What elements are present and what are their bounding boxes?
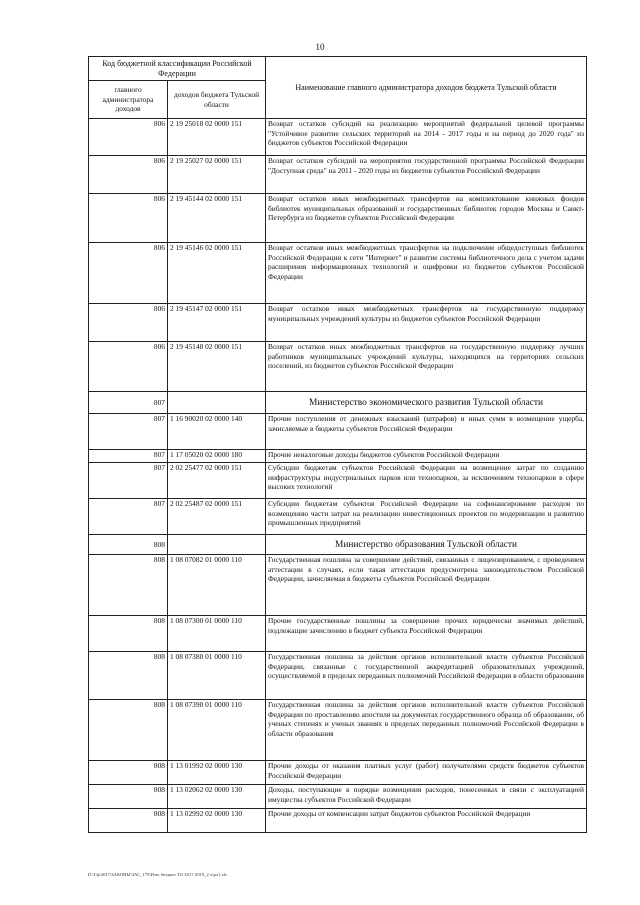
revenue-code-cell: 1 13 01992 02 0000 130 bbox=[168, 761, 266, 785]
revenue-name-cell: Возврат остатков субсидий на реализацию мероприятий федеральной целевой программы "Устойчивое развитие сельских территорий на 2014 - 2017 годы и на период до 2020 года" из бюджетов субъектов Российской Федерации bbox=[266, 119, 587, 156]
admin-code-cell: 806 bbox=[89, 156, 168, 194]
table-row bbox=[89, 555, 587, 616]
admin-code-cell: 806 bbox=[89, 243, 168, 304]
revenue-code-cell: 2 19 25018 02 0000 151 bbox=[168, 119, 266, 156]
revenue-code-cell: 2 02 25487 02 0000 151 bbox=[168, 499, 266, 535]
table-row bbox=[89, 761, 587, 785]
budget-classification-table bbox=[88, 56, 587, 833]
admin-code-cell: 808 bbox=[89, 761, 168, 785]
table-row bbox=[89, 652, 587, 700]
table-row bbox=[89, 499, 587, 535]
revenue-name-cell: Возврат остатков иных межбюджетных трансфертов на комплектование книжных фондов библиотек муниципальных образований и государственных библиотек городов Москвы и Санкт-Петербурга из бюджетов субъектов Российской Федерации bbox=[266, 194, 587, 243]
table-row bbox=[89, 342, 587, 392]
admin-code-cell: 807 bbox=[89, 414, 168, 450]
revenue-code-cell: 1 13 02992 02 0000 130 bbox=[168, 809, 266, 833]
admin-code-cell: 808 bbox=[89, 535, 168, 555]
admin-code-cell: 808 bbox=[89, 652, 168, 700]
revenue-code-cell: 1 13 02062 02 0000 130 bbox=[168, 785, 266, 809]
admin-code-cell: 808 bbox=[89, 809, 168, 833]
revenue-name-cell: Прочие неналоговые доходы бюджетов субъектов Российской Федерации bbox=[266, 450, 587, 463]
admin-code-cell: 808 bbox=[89, 785, 168, 809]
table-row bbox=[89, 616, 587, 652]
admin-code-cell: 808 bbox=[89, 616, 168, 652]
header-admin-column: главного администратора доходов bbox=[89, 81, 168, 119]
section-title: Министерство экономического развития Тульской области bbox=[266, 392, 587, 414]
revenue-code-cell: 2 19 45147 02 0000 151 bbox=[168, 304, 266, 342]
revenue-code-cell: 2 19 25027 02 0000 151 bbox=[168, 156, 266, 194]
admin-code-cell: 808 bbox=[89, 700, 168, 761]
admin-code-cell: 806 bbox=[89, 304, 168, 342]
revenue-code-cell bbox=[168, 535, 266, 555]
section-row bbox=[89, 392, 587, 414]
admin-code-cell: 807 bbox=[89, 450, 168, 463]
admin-code-cell: 808 bbox=[89, 555, 168, 616]
revenue-name-cell: Прочие доходы от компенсации затрат бюджетов субъектов Российской Федерации bbox=[266, 809, 587, 833]
table-row bbox=[89, 809, 587, 833]
table-row bbox=[89, 243, 587, 304]
header-revenue-column: доходов бюджета Тульской области bbox=[168, 81, 266, 119]
table-body bbox=[89, 57, 587, 833]
header-row-top bbox=[89, 57, 587, 81]
revenue-name-cell: Государственная пошлина за совершение действий, связанных с лицензированием, с проведением аттестации в случаях, если такая аттестация предусмотрена законодательством Российской Федерации, зачисляемая в бюджеты субъектов Российской Федерации bbox=[266, 555, 587, 616]
admin-code-cell: 807 bbox=[89, 392, 168, 414]
table-row bbox=[89, 463, 587, 499]
table-row bbox=[89, 700, 587, 761]
revenue-code-cell: 1 08 07390 01 0000 110 bbox=[168, 700, 266, 761]
revenue-code-cell: 1 16 90020 02 0000 140 bbox=[168, 414, 266, 450]
revenue-code-cell: 1 08 07082 01 0000 110 bbox=[168, 555, 266, 616]
revenue-name-cell: Прочие доходы от оказания платных услуг (работ) получателями средств бюджетов субъектов Российской Федерации bbox=[266, 761, 587, 785]
revenue-code-cell: 2 19 45146 02 0000 151 bbox=[168, 243, 266, 304]
admin-code-cell: 807 bbox=[89, 463, 168, 499]
page-number: 10 bbox=[315, 42, 325, 52]
revenue-name-cell: Государственная пошлина за действия органов исполнительной власти субъектов Российской Федерации, связанные с государственной аккредитацией образовательных учреждений, осуществляемой в пределах переданных полномочий Российской Федерации в области образования bbox=[266, 652, 587, 700]
admin-code-cell: 806 bbox=[89, 119, 168, 156]
table-row bbox=[89, 414, 587, 450]
revenue-code-cell: 1 08 07300 01 0000 110 bbox=[168, 616, 266, 652]
revenue-name-cell: Возврат остатков иных межбюджетных трансфертов на подключение общедоступных библиотек Российской Федерации к сети "Интернет" и развитие системы библиотечного дела с учетом задачи расширения информационных технологий и оцифровки из бюджетов субъектов Российской Федерации bbox=[266, 243, 587, 304]
section-row bbox=[89, 535, 587, 555]
section-title: Министерство образования Тульской области bbox=[266, 535, 587, 555]
footer-file-path: D:\Гф\2017\ЗАКОНЫ\ЗАС_179\Изм. бюджет ТО 2017-2019_2 ч\рл1.xls bbox=[88, 872, 227, 877]
table-row bbox=[89, 156, 587, 194]
table-row bbox=[89, 450, 587, 463]
revenue-code-cell: 1 08 07380 01 0000 110 bbox=[168, 652, 266, 700]
admin-code-cell: 806 bbox=[89, 342, 168, 392]
revenue-name-cell: Прочие государственные пошлины за совершение прочих юридически значимых действий, подлежащие зачислению в бюджет субъекта Российской Федерации bbox=[266, 616, 587, 652]
header-name-column: Наименование главного администратора доходов бюджета Тульской области bbox=[266, 57, 587, 119]
revenue-code-cell: 1 17 05020 02 0000 180 bbox=[168, 450, 266, 463]
revenue-code-cell bbox=[168, 392, 266, 414]
table-row bbox=[89, 785, 587, 809]
revenue-name-cell: Возврат остатков субсидий на мероприятия государственной программы Российской Федерации "Доступная среда" на 2011 - 2020 годы из бюджетов субъектов Российской Федерации bbox=[266, 156, 587, 194]
admin-code-cell: 806 bbox=[89, 194, 168, 243]
revenue-name-cell: Возврат остатков иных межбюджетных трансфертов на государственную поддержку лучших работников муниципальных учреждений культуры, находящихся на территориях сельских поселений, из бюджетов субъектов Российской Федерации bbox=[266, 342, 587, 392]
revenue-name-cell: Возврат остатков иных межбюджетных трансфертов на государственную поддержку муниципальных учреждений культуры из бюджетов субъектов Российской Федерации bbox=[266, 304, 587, 342]
revenue-code-cell: 2 19 45148 02 0000 151 bbox=[168, 342, 266, 392]
table-row bbox=[89, 194, 587, 243]
revenue-name-cell: Прочие поступления от денежных взысканий (штрафов) и иных сумм в возмещение ущерба, зачисляемые в бюджеты субъектов Российской Федерации bbox=[266, 414, 587, 450]
table-row bbox=[89, 304, 587, 342]
revenue-name-cell: Государственная пошлина за действия органов исполнительной власти субъектов Российской Федерации по проставлению апостиля на документах государственного образца об образовании, об ученых степенях и ученых званиях в пределах переданных полномочий Российской Федерации в области образования bbox=[266, 700, 587, 761]
table-row bbox=[89, 119, 587, 156]
revenue-name-cell: Доходы, поступающие в порядке возмещения расходов, понесенных в связи с эксплуатацией имущества субъектов Российской Федерации bbox=[266, 785, 587, 809]
revenue-code-cell: 2 19 45144 02 0000 151 bbox=[168, 194, 266, 243]
header-code-group: Код бюджетной классификации Российской Федерации bbox=[89, 57, 266, 81]
admin-code-cell: 807 bbox=[89, 499, 168, 535]
revenue-name-cell: Субсидии бюджетам субъектов Российской Федерации на возмещение затрат по созданию инфраструктуры индустриальных парков или технопарков, за исключением технопарков в сфере высоких технологий bbox=[266, 463, 587, 499]
revenue-name-cell: Субсидии бюджетам субъектов Российской Федерации на софинансирование расходов по возмещению части затрат на реализацию инвестиционных проектов по модернизации и развитию промышленных предприятий bbox=[266, 499, 587, 535]
revenue-code-cell: 2 02 25477 02 0000 151 bbox=[168, 463, 266, 499]
